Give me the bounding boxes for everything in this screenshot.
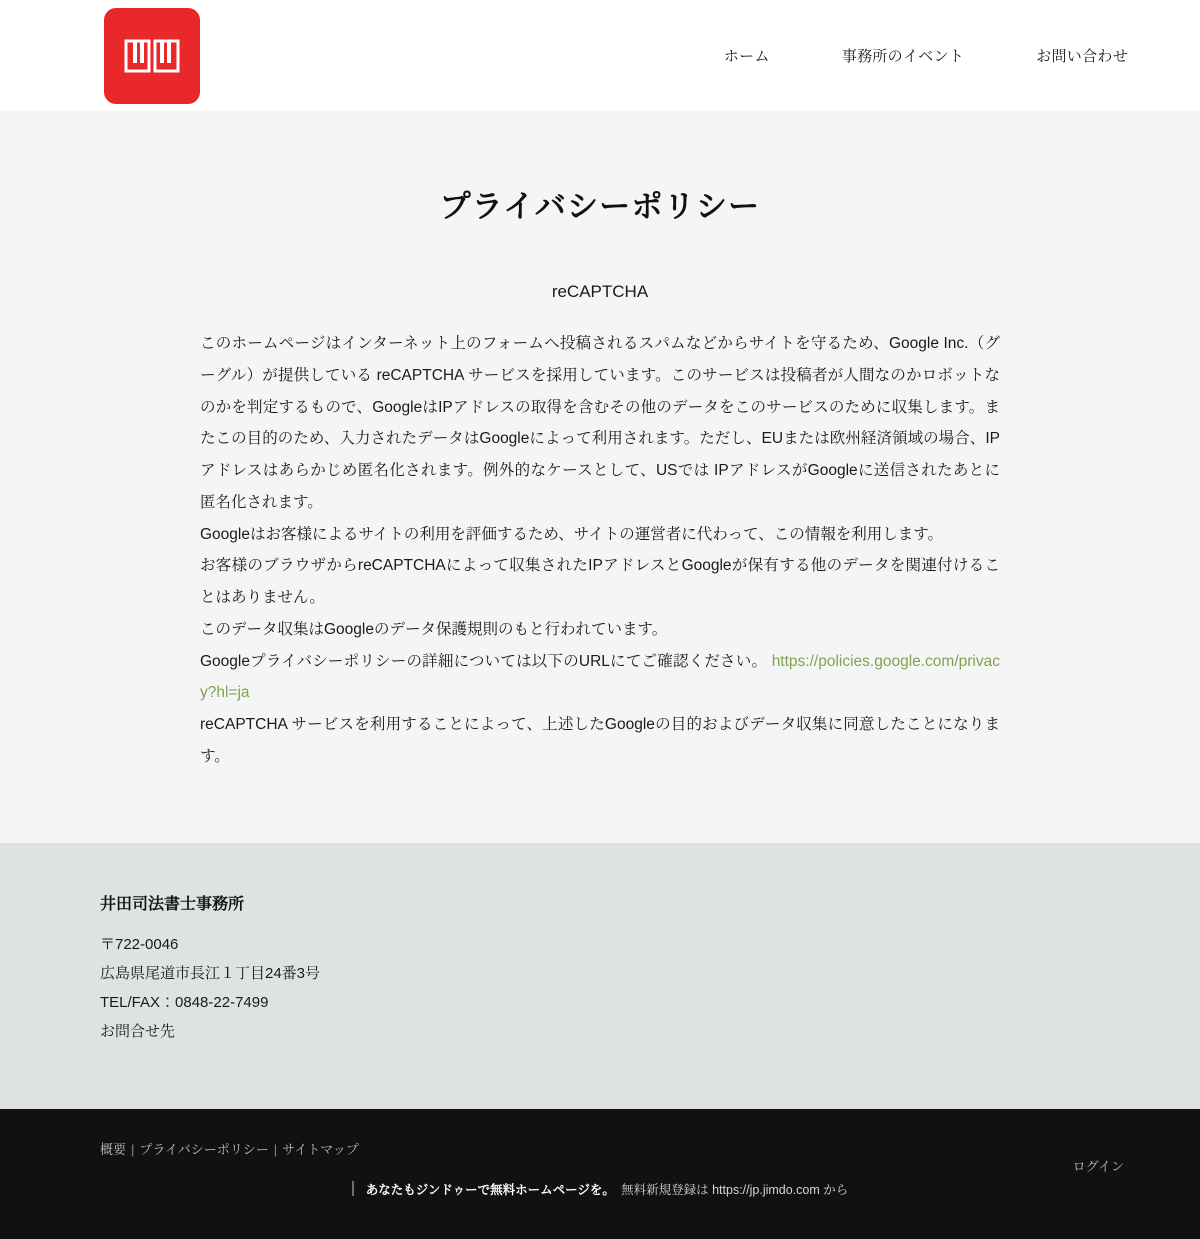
bottom-link-separator-2: | — [273, 1141, 278, 1157]
postal-code: 〒722-0046 — [100, 935, 179, 953]
privacy-paragraph-3: お客様のブラウザからreCAPTCHAによって収集されたIPアドレスとGoogleが保有する他のデータを関連付けることはありません。 — [200, 557, 1000, 607]
page-title: プライバシーポリシー — [439, 189, 761, 224]
login-link[interactable]: ログイン — [1072, 1158, 1124, 1174]
bottom-bar — [0, 1109, 1200, 1239]
promo-rest-text: 無料新規登録は https://jp.jimdo.com から — [608, 1182, 849, 1197]
firm-name: 井田司法書士事務所 — [100, 895, 245, 913]
privacy-paragraph-2: Googleはお客様によるサイトの利用を評価するため、サイトの運営者に代わって、この情報を利用します。 — [200, 525, 943, 543]
promo-strong-text: あなたもジンドゥーで無料ホームページを。 — [365, 1182, 609, 1197]
promo-text — [366, 1180, 849, 1198]
main-content — [0, 111, 1200, 843]
site-header — [0, 0, 1200, 111]
tel-fax: TEL/FAX：0848-22-7499 — [100, 994, 269, 1012]
bottom-link-overview[interactable]: 概要 — [100, 1141, 127, 1157]
street-address: 広島県尾道市長江１丁目24番3号 — [100, 964, 321, 982]
main-navigation — [724, 39, 1128, 72]
privacy-paragraph-1: このホームページはインターネット上のフォームへ投稿されるスパムなどからサイトを守るため、Google Inc.（グーグル）が提供している reCAPTCHA サービスを採用しています。このサービスは投稿者が人間なのかロボットなのかを判定するもので、GoogleはIPアドレスの取得を含むその他のデータをこのサービスのために収集します。またこの目的のため、入力されたデータはGoogleによって利用されます。ただし、EUまたは欧州経済領域の場合、IPアドレスはあらかじめ匿名化されます。例外的なケースとして、USでは IPアドレスがGoogleに送信されたあとに匿名化されます。 — [200, 335, 1000, 511]
nav-contact[interactable]: お問い合わせ — [1036, 48, 1128, 65]
google-privacy-policy-link[interactable]: https://policies.google.com/privacy?hl=ja — [200, 652, 1000, 702]
bottom-links — [0, 1129, 1200, 1158]
promo-divider-icon — [352, 1181, 354, 1196]
footer-address-block — [0, 843, 1200, 1109]
bottom-link-privacy[interactable]: プライバシーポリシー — [139, 1141, 269, 1157]
book-logo-icon — [124, 35, 180, 77]
privacy-paragraph-6: reCAPTCHA サービスを利用することによって、上述したGoogleの目的およびデータ収集に同意したことになります。 — [200, 716, 1000, 765]
bottom-link-separator-1: | — [131, 1141, 135, 1157]
privacy-paragraph-5-text: Googleプライバシーポリシーの詳細については以下のURLにてご確認ください。 — [200, 652, 772, 670]
bottom-link-sitemap[interactable]: サイトマップ — [282, 1141, 359, 1157]
nav-home[interactable]: ホーム — [723, 48, 770, 65]
privacy-paragraph-4: このデータ収集はGoogleのデータ保護規則のもと行われています。 — [200, 620, 668, 638]
privacy-paragraph-5 — [200, 646, 1000, 710]
nav-office-events[interactable]: 事務所のイベント — [841, 48, 965, 65]
contact-label: お問合せ先 — [100, 1023, 176, 1041]
section-subtitle: reCAPTCHA — [551, 282, 649, 301]
jimdo-promo — [0, 1180, 1200, 1198]
site-logo[interactable] — [104, 8, 200, 104]
